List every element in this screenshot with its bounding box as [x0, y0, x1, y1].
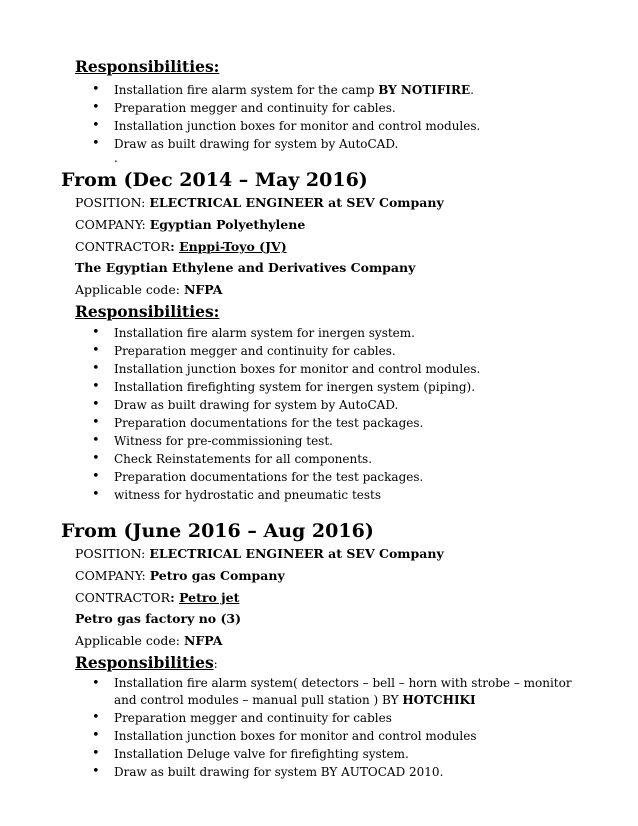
list-item: • Preparation documentations for the test packages. [92, 414, 480, 432]
owner-line: Petro gas factory no (3) [75, 611, 241, 626]
list-item: • witness for hydrostatic and pneumatic tests [92, 486, 480, 504]
list-item: • Preparation documentations for the test packages. [92, 468, 480, 486]
contractor-line: CONTRACTOR: Enppi-Toyo (JV) [75, 239, 287, 254]
list-item: • Installation firefighting system for inergen system (piping). [92, 378, 480, 396]
code-line: Applicable code: NFPA [75, 633, 223, 648]
list-item: • Preparation megger and continuity for cables. [92, 342, 480, 360]
list-item: • Draw as built drawing for system by AutoCAD. [92, 396, 480, 414]
list-item: • Installation junction boxes for monitor and control modules. [92, 360, 480, 378]
trailing-dot: . [114, 151, 118, 165]
responsibilities-heading: Responsibilities: [75, 653, 218, 672]
responsibilities-heading: Responsibilities: [75, 57, 220, 76]
contractor-line: CONTRACTOR: Petro jet [75, 590, 240, 605]
period-heading: From (June 2016 – Aug 2016) [61, 520, 374, 542]
company-line: COMPANY: Egyptian Polyethylene [75, 217, 306, 232]
code-line: Applicable code: NFPA [75, 282, 223, 297]
list-item: • Installation junction boxes for monitor and control modules. [92, 117, 480, 135]
list-item: • Preparation megger and continuity for cables [92, 709, 574, 727]
list-item: • Installation fire alarm system for the camp BY NOTIFIRE. [92, 81, 480, 99]
position-line: POSITION: ELECTRICAL ENGINEER at SEV Company [75, 195, 444, 210]
responsibilities-list [92, 324, 480, 504]
list-item: • Installation Deluge valve for firefighting system. [92, 745, 574, 763]
list-item: • Draw as built drawing for system by AutoCAD. [92, 135, 480, 153]
list-item: • Installation fire alarm system for inergen system. [92, 324, 480, 342]
responsibilities-list [92, 675, 574, 781]
list-item: • Preparation megger and continuity for cables. [92, 99, 480, 117]
list-item: • Installation junction boxes for monitor and control modules [92, 727, 574, 745]
period-heading: From (Dec 2014 – May 2016) [61, 169, 368, 191]
owner-line: The Egyptian Ethylene and Derivatives Company [75, 260, 416, 275]
company-line: COMPANY: Petro gas Company [75, 568, 285, 583]
responsibilities-list [92, 81, 480, 153]
responsibilities-heading: Responsibilities: [75, 302, 220, 321]
position-line: POSITION: ELECTRICAL ENGINEER at SEV Company [75, 546, 444, 561]
list-item: • Check Reinstatements for all components. [92, 450, 480, 468]
list-item: • Witness for pre-commissioning test. [92, 432, 480, 450]
list-item: • Installation fire alarm system( detectors – bell – horn with strobe – monitor and control modules – manual pull station ) BY HOTCHIKI [92, 675, 574, 709]
list-item: • Draw as built drawing for system BY AUTOCAD 2010. [92, 763, 574, 781]
